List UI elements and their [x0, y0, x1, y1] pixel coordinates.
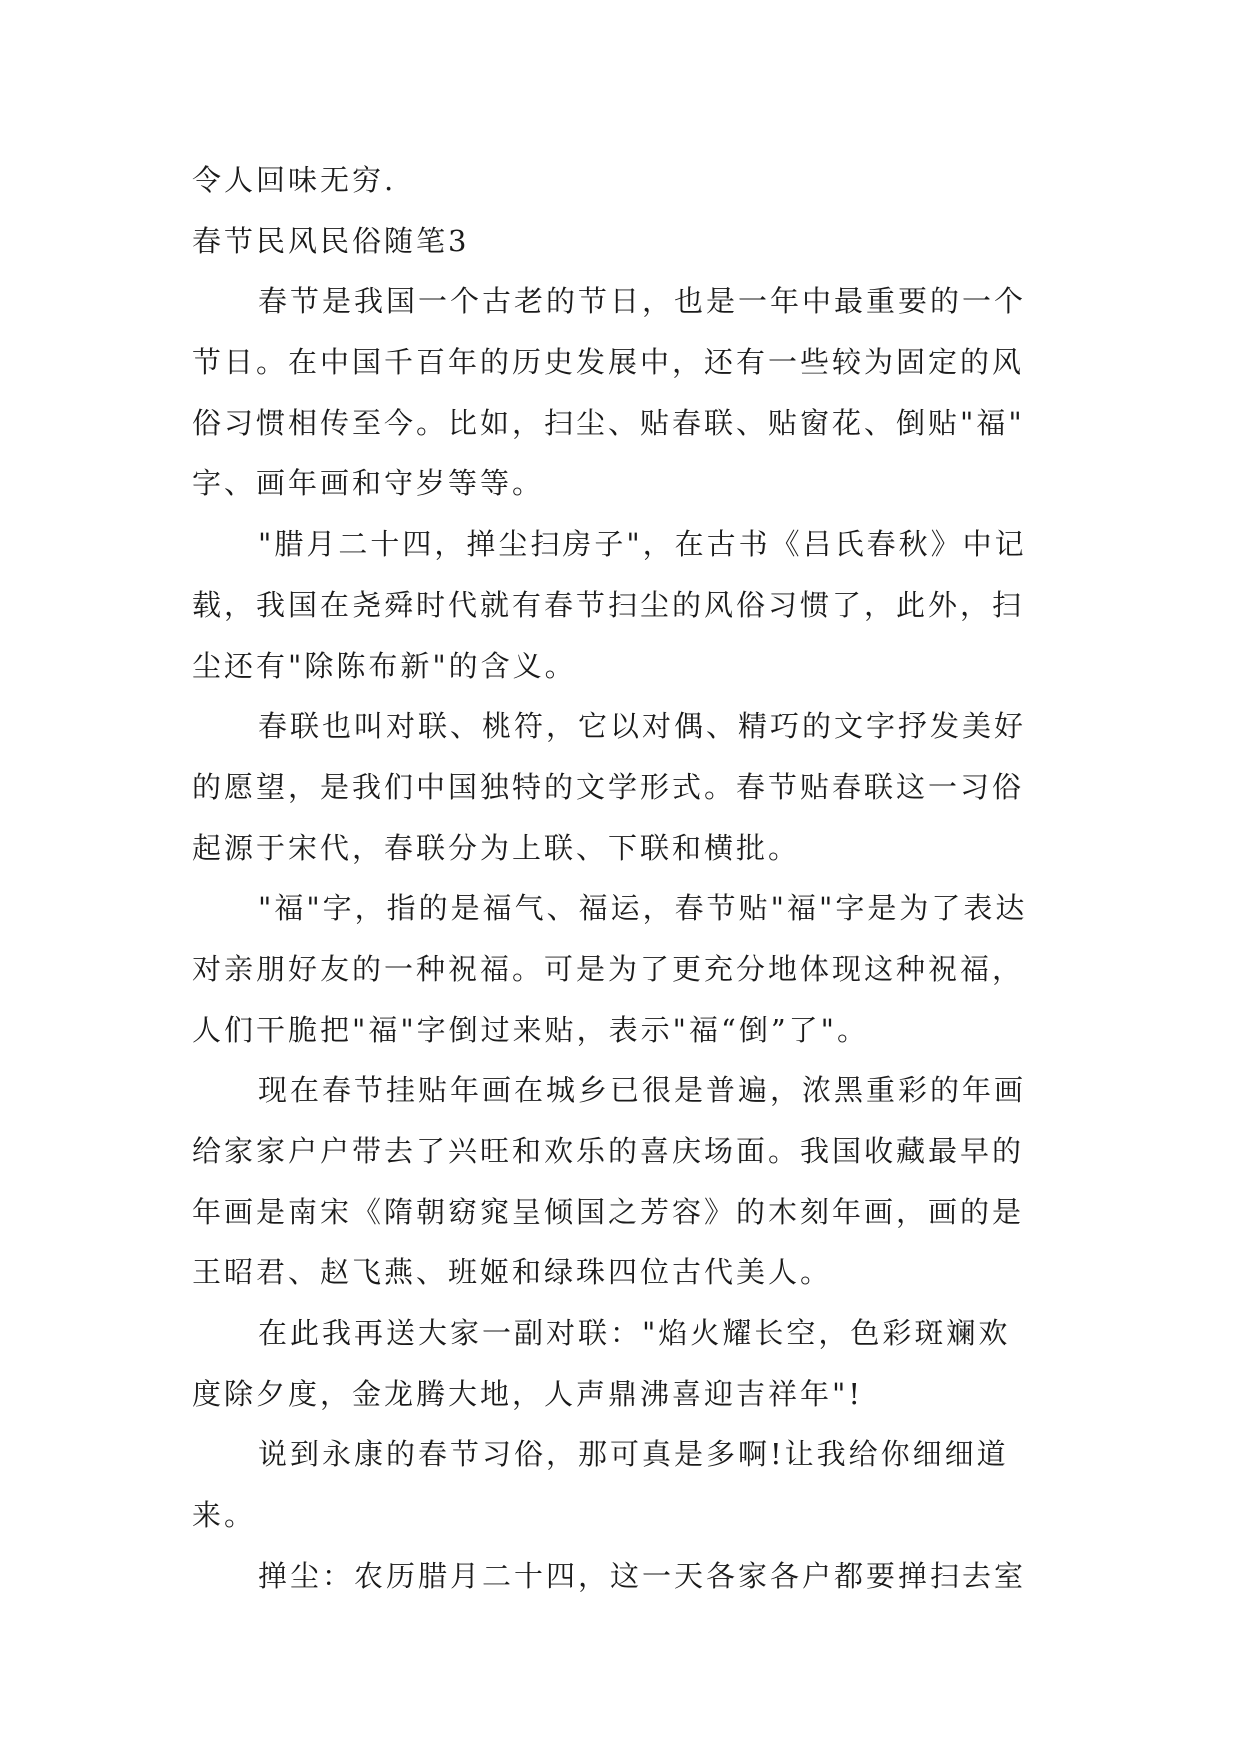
- paragraph-line: 起源于宋代，春联分为上联、下联和横批。: [192, 830, 801, 865]
- paragraph-line: 说到永康的春节习俗，那可真是多啊!让我给你细细道: [258, 1437, 1009, 1472]
- paragraph-line: "福"字，指的是福气、福运，春节贴"福"字是为了表达: [258, 891, 1028, 926]
- document-body: [192, 150, 1062, 1607]
- paragraph-line: 节日。在中国千百年的历史发展中，还有一些较为固定的风: [192, 345, 1025, 380]
- paragraph-line: 载，我国在尧舜时代就有春节扫尘的风俗习惯了，此外，扫: [192, 587, 1025, 622]
- section-title: 春节民风民俗随笔3: [192, 223, 470, 258]
- paragraph-line: 现在春节挂贴年画在城乡已很是普遍，浓黑重彩的年画: [258, 1073, 1027, 1108]
- paragraph-line: "腊月二十四，掸尘扫房子"，在古书《吕氏春秋》中记: [258, 527, 1027, 562]
- text-line: 令人回味无穷.: [192, 163, 397, 197]
- paragraph-line: 给家家户户带去了兴旺和欢乐的喜庆场面。我国收藏最早的: [192, 1134, 1025, 1168]
- paragraph-line: 春联也叫对联、桃符，它以对偶、精巧的文字抒发美好: [258, 709, 1027, 744]
- paragraph-line: 对亲朋好友的一种祝福。可是为了更充分地体现这种祝福，: [192, 951, 1025, 986]
- paragraph-line: 王昭君、赵飞燕、班姬和绿珠四位古代美人。: [192, 1255, 833, 1290]
- paragraph-line: 尘还有"除陈布新"的含义。: [192, 648, 577, 683]
- paragraph-line: 年画是南宋《隋朝窈窕呈倾国之芳容》的木刻年画，画的是: [192, 1194, 1025, 1229]
- paragraph-line: 掸尘：农历腊月二十四，这一天各家各户都要掸扫去室: [258, 1558, 1027, 1593]
- paragraph-line: 度除夕度，金龙腾大地，人声鼎沸喜迎吉祥年"!: [192, 1376, 863, 1411]
- paragraph-line: 在此我再送大家一副对联："焰火耀长空，色彩斑斓欢: [258, 1316, 1011, 1351]
- paragraph-line: 春节是我国一个古老的节日，也是一年中最重要的一个: [258, 284, 1027, 319]
- paragraph-line: 俗习惯相传至今。比如，扫尘、贴春联、贴窗花、倒贴"福": [192, 405, 1025, 440]
- paragraph-line: 人们干脆把"福"字倒过来贴，表示"福“倒”了"。: [192, 1012, 870, 1047]
- paragraph-line: 字、画年画和守岁等等。: [192, 466, 545, 501]
- paragraph-line: 的愿望，是我们中国独特的文学形式。春节贴春联这一习俗: [192, 769, 1025, 804]
- paragraph-line: 来。: [192, 1498, 257, 1533]
